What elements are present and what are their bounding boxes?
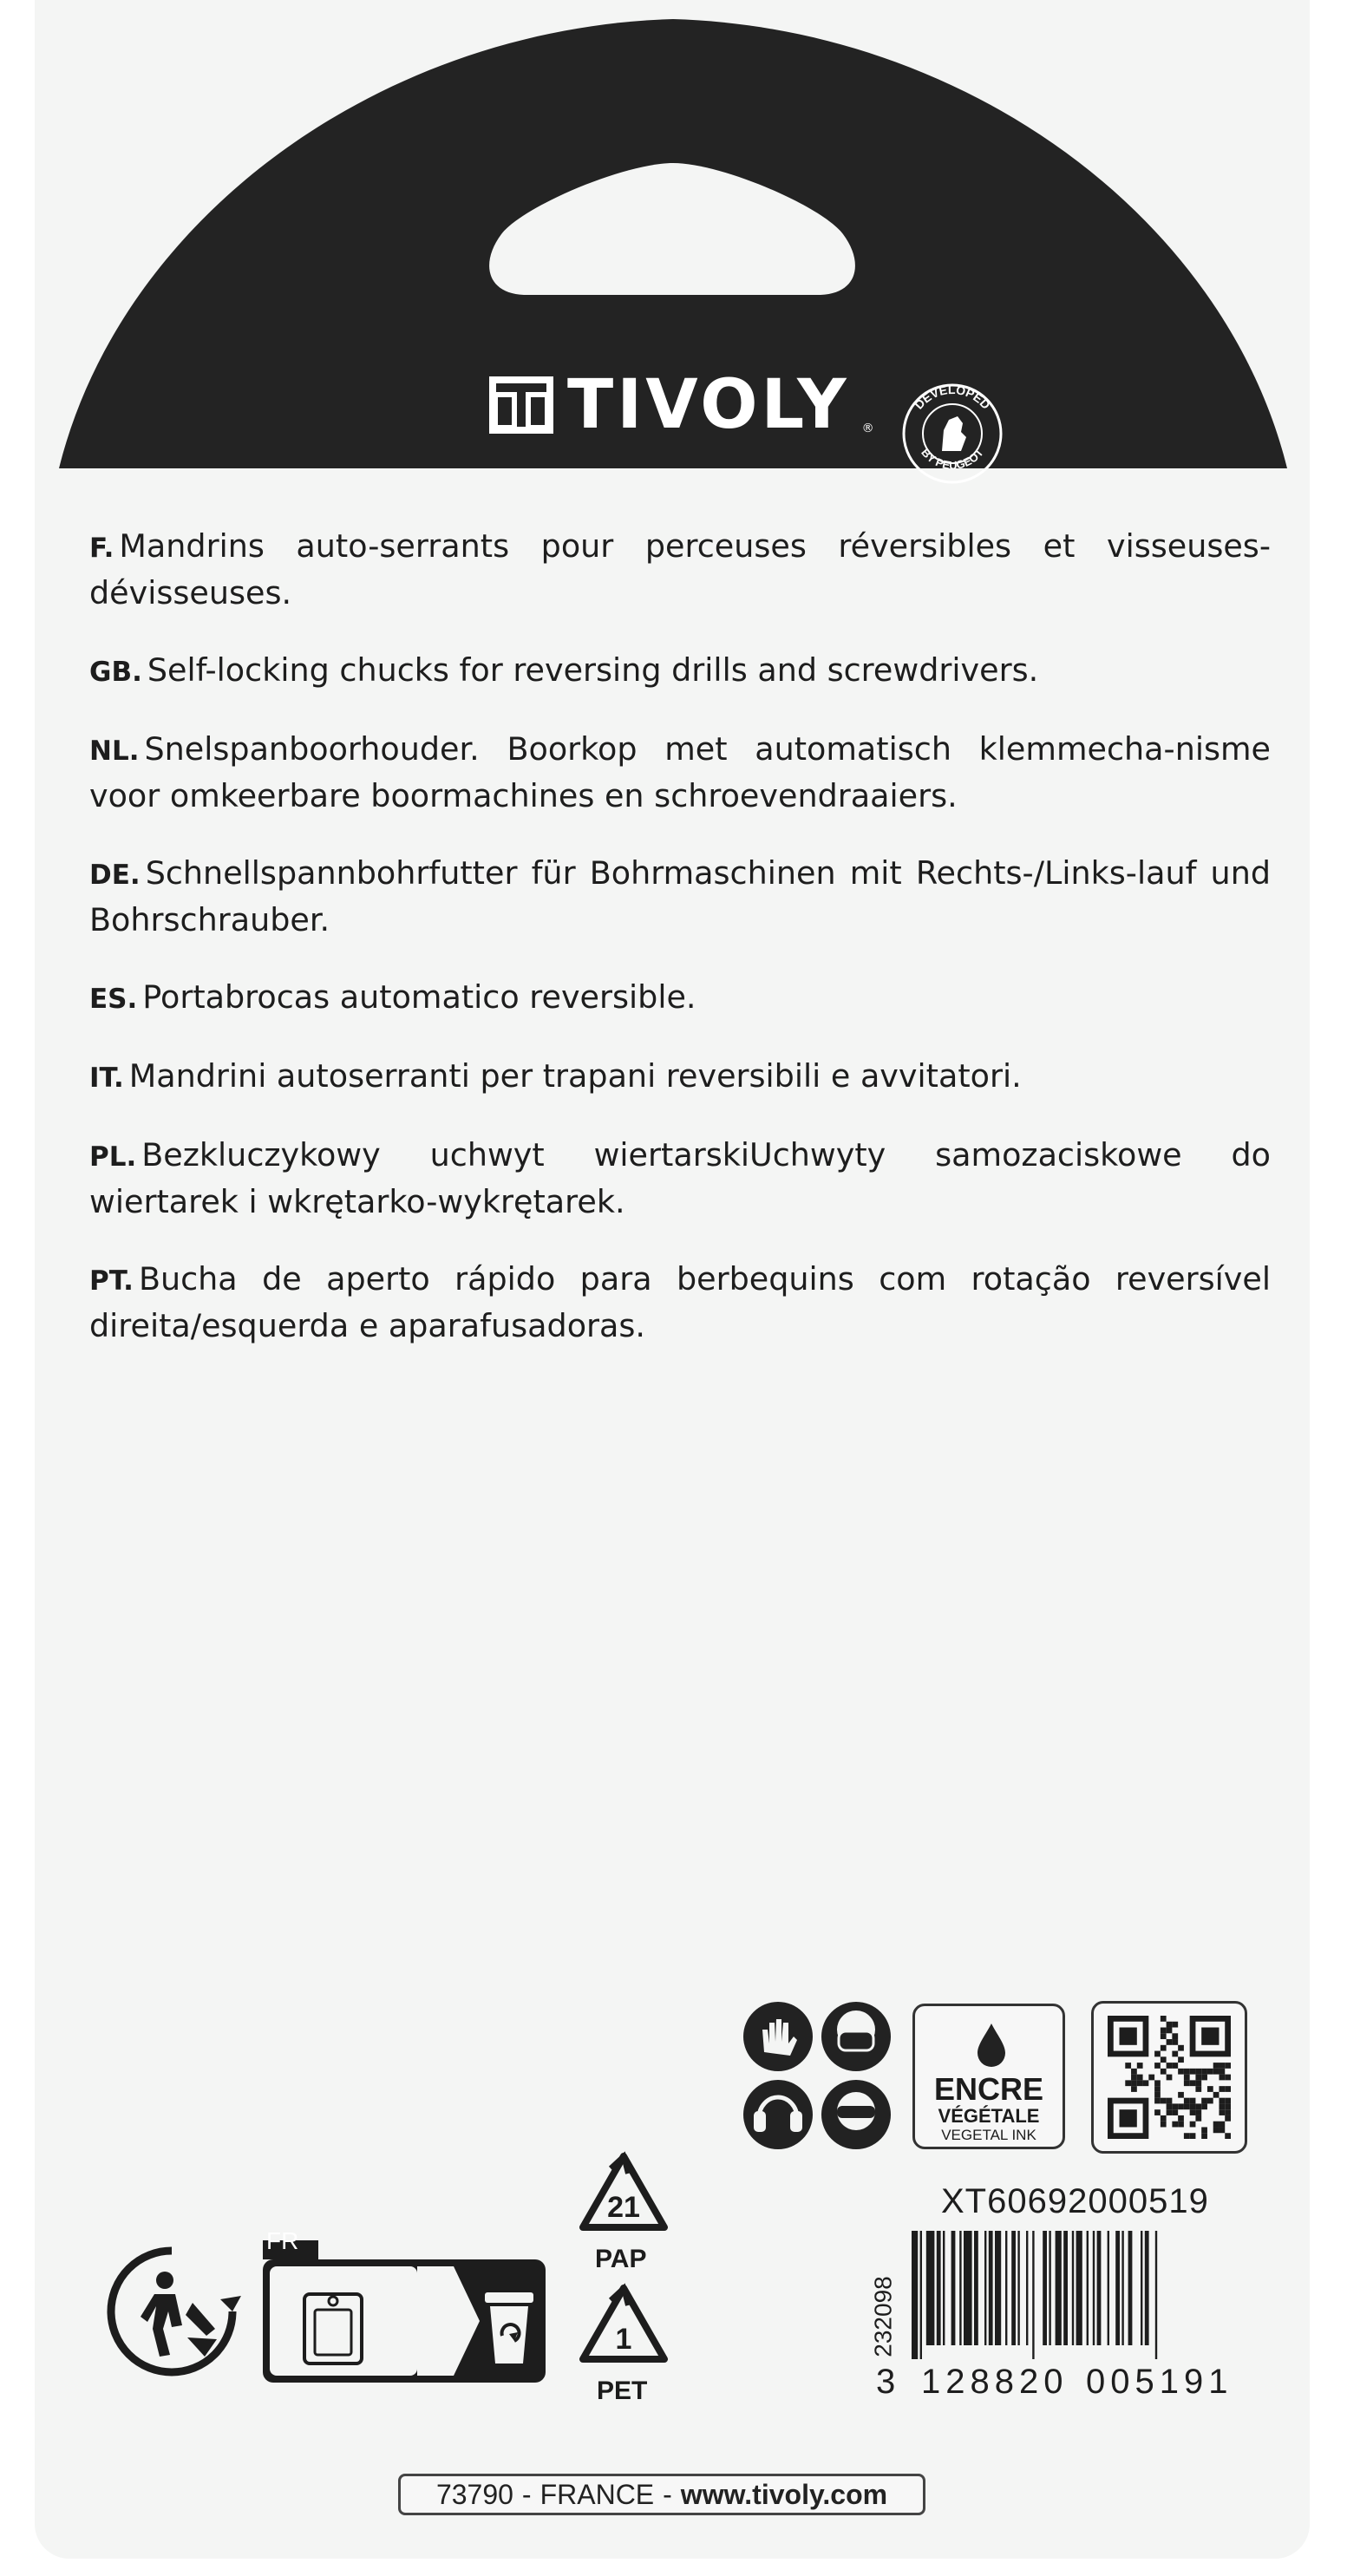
qr-module (1161, 2045, 1167, 2051)
qr-module (1161, 2033, 1167, 2039)
qr-module (1225, 2103, 1231, 2109)
qr-module (1167, 2109, 1173, 2115)
qr-module (1225, 2133, 1231, 2139)
barcode-bar (1072, 2231, 1074, 2345)
description-pl (89, 1133, 1271, 1225)
qr-module (1213, 2122, 1219, 2128)
lang-code: IT. (89, 1062, 124, 1094)
vegetal-ink-label (912, 2004, 1065, 2149)
qr-code[interactable] (1091, 2001, 1247, 2154)
qr-module (1184, 2098, 1190, 2104)
qr-module (1207, 2086, 1213, 2092)
qr-module (1195, 2069, 1201, 2075)
description-list (89, 524, 1271, 1381)
barcode-bar (995, 2231, 1001, 2345)
footer-separator: - (663, 2478, 672, 2510)
fr-sorting-info (258, 2233, 551, 2388)
recycling-triangle-pap-icon (576, 2151, 671, 2241)
product-code: XT60692000519 (941, 2182, 1209, 2220)
barcode-bar (937, 2231, 941, 2345)
barcode-bar (1087, 2231, 1089, 2345)
description-text: Bezkluczykowy uchwyt wiertarskiUchwyty samozaciskowe do wiertarek i wkrętarko-wykrętarek. (89, 1136, 1271, 1220)
tivoly-logo (487, 366, 874, 444)
qr-module (1225, 2086, 1231, 2092)
qr-module (1201, 2133, 1207, 2139)
qr-module (1225, 2075, 1231, 2081)
barcode-lead-digit: 3 (876, 2363, 896, 2401)
description-text: Mandrini autoserranti per trapani reversibili e avvitatori. (128, 1057, 1022, 1095)
qr-module (1143, 2080, 1149, 2086)
description-nl (89, 727, 1271, 819)
qr-module (1125, 2080, 1131, 2086)
footer-country: FRANCE (539, 2478, 655, 2510)
pap-label: PAP (595, 2245, 647, 2273)
barcode-bar (1141, 2231, 1142, 2345)
qr-module (1190, 2080, 1196, 2086)
qr-module (1161, 2122, 1167, 2128)
qr-module (1154, 2092, 1161, 2098)
tivoly-logo-mark-icon (487, 375, 555, 435)
safety-pictograms (742, 2000, 893, 2152)
recycling-triangle-pet-icon (576, 2283, 671, 2373)
mask-icon (821, 2002, 891, 2071)
barcode (908, 2231, 1252, 2359)
lang-code: DE. (89, 860, 141, 891)
description-it (89, 1054, 1271, 1101)
description-gb (89, 648, 1271, 695)
qr-module (1120, 2028, 1137, 2045)
qr-module (1207, 2098, 1213, 2104)
qr-module (1219, 2109, 1225, 2115)
qr-module (1172, 2063, 1178, 2069)
qr-module (1161, 2115, 1167, 2122)
barcode-bar (943, 2231, 945, 2345)
qr-module (1184, 2069, 1190, 2075)
barcode-bar (989, 2231, 993, 2345)
barcode-bar (1005, 2231, 1007, 2345)
qr-module (1154, 2098, 1161, 2104)
qr-module (1172, 2051, 1178, 2057)
lion-icon (942, 416, 966, 451)
barcode-bar (1093, 2231, 1095, 2345)
qr-module (1167, 2022, 1173, 2028)
barcode-bar (1145, 2231, 1149, 2345)
description-text: Bucha de aperto rápido para berbequins com rotação reversível direita/esquerda e aparafusadoras. (89, 1260, 1271, 1344)
barcode-bar (1063, 2231, 1068, 2345)
barcode-bar (974, 2231, 978, 2345)
barcode-bar (1121, 2231, 1123, 2345)
qr-module (1120, 2109, 1137, 2127)
description-text: Portabrocas automatico reversible. (142, 978, 696, 1016)
qr-module (1167, 2098, 1173, 2104)
qr-module (1184, 2080, 1190, 2086)
ink-drop-icon (976, 2022, 1007, 2067)
barcode-right-digits: 005191 (1086, 2363, 1233, 2401)
qr-module (1178, 2056, 1184, 2063)
barcode-bar (1076, 2231, 1082, 2345)
pet-number: 1 (615, 2323, 632, 2356)
qr-module (1167, 2103, 1173, 2109)
qr-module (1161, 2069, 1167, 2075)
pap-number: 21 (607, 2191, 640, 2224)
qr-module (1172, 2122, 1178, 2128)
qr-module (1161, 2056, 1167, 2063)
qr-module (1161, 2016, 1167, 2022)
qr-module (1178, 2069, 1184, 2075)
barcode-bar (1056, 2231, 1062, 2345)
qr-module (1167, 2063, 1173, 2069)
description-pt (89, 1257, 1271, 1349)
qr-module (1167, 2075, 1173, 2081)
qr-module (1178, 2045, 1184, 2051)
lang-code: NL. (89, 736, 140, 767)
qr-module (1201, 2127, 1207, 2133)
ink-line2: VÉGÉTALE (938, 2105, 1040, 2127)
barcode-bar (1032, 2231, 1034, 2359)
qr-module (1201, 2098, 1207, 2104)
triman-icon (102, 2242, 241, 2381)
qr-module (1213, 2063, 1219, 2069)
qr-module (1167, 2039, 1173, 2045)
registered-mark: ® (861, 422, 874, 435)
qr-module (1195, 2080, 1201, 2086)
qr-module (1172, 2109, 1178, 2115)
qr-module (1184, 2075, 1190, 2081)
qr-module (1178, 2122, 1184, 2128)
barcode-bar (951, 2231, 956, 2345)
description-text: Schnellspannbohrfutter für Bohrmaschinen mit Rechts-/Links-lauf und Bohrschrauber. (89, 854, 1271, 938)
qr-module (1201, 2075, 1207, 2081)
qr-code-icon (1108, 2016, 1231, 2139)
qr-module (1195, 2103, 1201, 2109)
qr-module (1172, 2022, 1178, 2028)
badge-top-text: DEVELOPED (912, 382, 993, 412)
barcode-bar (926, 2231, 935, 2345)
barcode-bar (1043, 2231, 1047, 2345)
qr-module (1225, 2109, 1231, 2115)
qr-module (1154, 2086, 1161, 2092)
qr-module (1195, 2109, 1201, 2115)
description-text: Mandrins auto-serrants pour perceuses réversibles et visseuses-dévisseuses. (89, 527, 1271, 611)
qr-module (1172, 2103, 1178, 2109)
qr-module (1131, 2069, 1137, 2075)
ink-line1: ENCRE (933, 2071, 1044, 2107)
pet-label: PET (597, 2377, 648, 2405)
qr-module (1190, 2069, 1196, 2075)
barcode-bar (1017, 2231, 1019, 2345)
qr-module (1195, 2115, 1201, 2122)
qr-module (1190, 2098, 1196, 2104)
barcode-bar (1115, 2231, 1120, 2345)
barcode-bar (1108, 2231, 1109, 2345)
peugeot-badge (900, 382, 1004, 486)
qr-module (1137, 2075, 1143, 2081)
qr-module (1213, 2127, 1219, 2133)
qr-module (1172, 2039, 1178, 2045)
description-fr (89, 524, 1271, 616)
qr-module (1154, 2063, 1161, 2069)
qr-module (1219, 2069, 1225, 2075)
qr-module (1190, 2122, 1196, 2128)
qr-module (1207, 2069, 1213, 2075)
barcode-bar (1011, 2231, 1016, 2345)
footer-separator: - (521, 2478, 532, 2510)
barcode-bar (1128, 2231, 1133, 2345)
qr-module (1161, 2098, 1167, 2104)
qr-module (1225, 2098, 1231, 2104)
qr-module (1178, 2103, 1184, 2109)
barcode-bar (959, 2231, 961, 2345)
barcode-bar (1097, 2231, 1102, 2345)
qr-module (1178, 2115, 1184, 2122)
country-label: FR (266, 2227, 299, 2254)
badge-bottom-text: BY PEUGEOT (919, 446, 986, 472)
qr-module (1219, 2086, 1225, 2092)
qr-module (1219, 2103, 1225, 2109)
svg-text:DEVELOPED (912, 382, 993, 412)
qr-module (1154, 2080, 1161, 2086)
description-text: Self-locking chucks for reversing drills and screwdrivers. (147, 651, 1039, 689)
vertical-code: 232098 (869, 2276, 897, 2357)
qr-module (1219, 2063, 1225, 2069)
qr-module (1148, 2075, 1154, 2081)
barcode-left-digits: 128820 (921, 2363, 1069, 2401)
qr-module (1154, 2109, 1161, 2115)
qr-module (1131, 2080, 1137, 2086)
ear-protection-icon (743, 2080, 813, 2149)
qr-module (1178, 2092, 1184, 2098)
qr-module (1190, 2103, 1196, 2109)
qr-module (1137, 2080, 1143, 2086)
qr-module (1190, 2109, 1196, 2115)
qr-module (1172, 2033, 1178, 2039)
qr-module (1131, 2086, 1137, 2092)
footer-address (398, 2474, 925, 2515)
goggles-icon (821, 2080, 891, 2149)
qr-module (1161, 2028, 1167, 2034)
qr-module (1219, 2122, 1225, 2128)
qr-module (1225, 2063, 1231, 2069)
qr-module (1213, 2092, 1219, 2098)
lang-code: PT. (89, 1265, 134, 1297)
qr-module (1195, 2075, 1201, 2081)
qr-module (1201, 2028, 1219, 2045)
postal-code: 73790 (435, 2478, 513, 2510)
barcode-bar (1155, 2231, 1157, 2359)
qr-module (1219, 2075, 1225, 2081)
barcode-bar (912, 2231, 918, 2359)
qr-module (1184, 2133, 1190, 2139)
brand-name: TIVOLY (567, 366, 850, 444)
lang-code: F. (89, 533, 114, 564)
qr-module (1201, 2069, 1207, 2075)
lang-code: GB. (89, 657, 142, 688)
gloves-icon (743, 2002, 813, 2071)
qr-module (1201, 2103, 1207, 2109)
barcode-bar (1026, 2231, 1028, 2345)
ink-line3: VEGETAL INK (941, 2127, 1036, 2143)
barcode-bar (920, 2231, 922, 2359)
description-es (89, 975, 1271, 1022)
website-link[interactable]: www.tivoly.com (680, 2478, 888, 2510)
qr-module (1213, 2069, 1219, 2075)
qr-module (1195, 2086, 1201, 2092)
qr-module (1137, 2063, 1143, 2069)
description-text: Snelspanboorhouder. Boorkop met automatisch klemmecha-nisme voor omkeerbare boormachines en schroevendraaiers. (89, 730, 1271, 814)
description-de (89, 851, 1271, 943)
lang-code: ES. (89, 984, 138, 1015)
barcode-bar (964, 2231, 972, 2345)
qr-module (1167, 2028, 1173, 2034)
qr-module (1219, 2127, 1225, 2133)
qr-module (1190, 2133, 1196, 2139)
qr-module (1219, 2098, 1225, 2104)
lang-code: PL. (89, 1141, 137, 1173)
qr-module (1125, 2063, 1131, 2069)
qr-module (1154, 2051, 1161, 2057)
qr-module (1225, 2115, 1231, 2122)
barcode-bar (984, 2231, 986, 2345)
qr-module (1184, 2103, 1190, 2109)
barcode-bar (1049, 2231, 1050, 2345)
qr-module (1131, 2075, 1137, 2081)
